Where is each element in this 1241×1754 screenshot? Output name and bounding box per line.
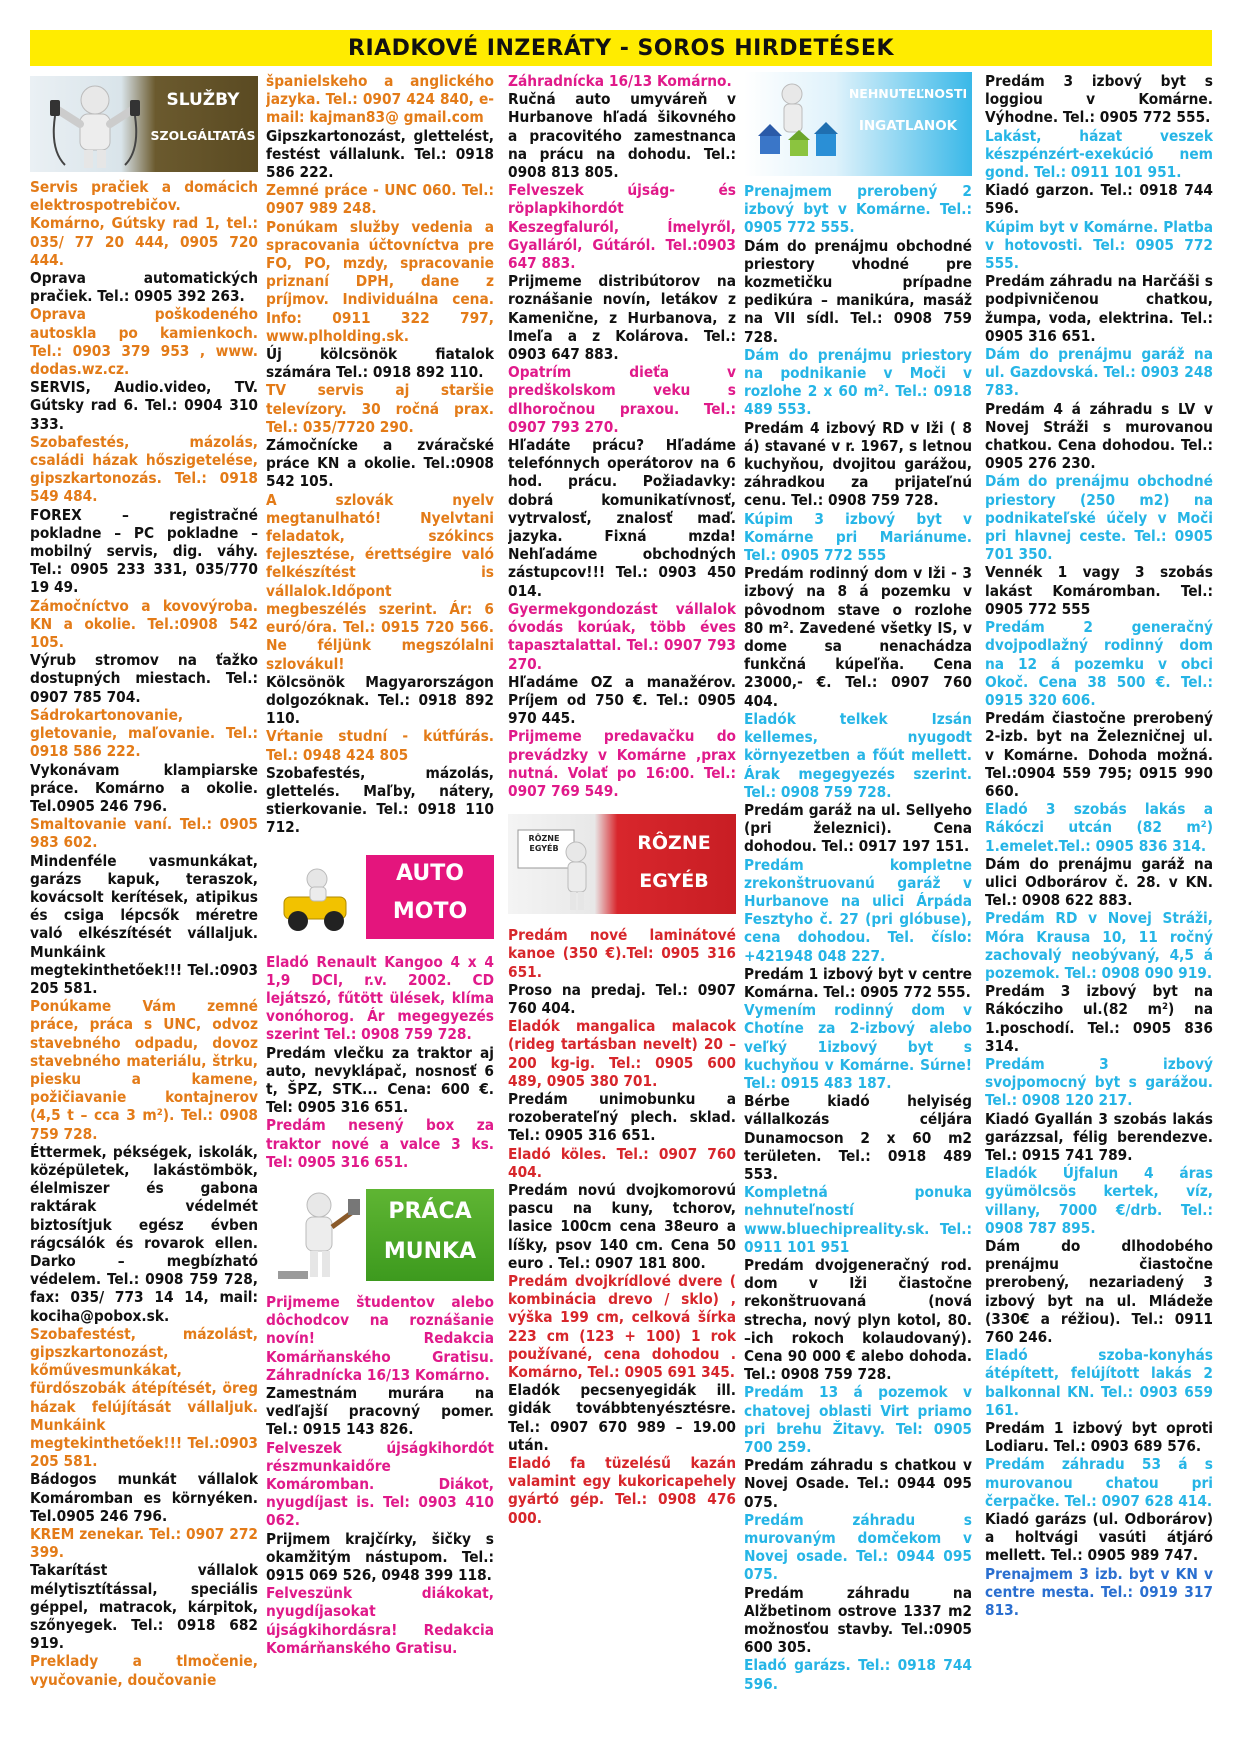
ad-item: Oprava automatických pračiek. Tel.: 0905 392 263. [30,269,258,306]
section-title-sk: PRÁCA [388,1198,472,1224]
ad-item: Predám garáž na ul. Sellyeho (pri železnici). Cena dohodou. Tel.: 0917 197 151. [744,800,972,856]
ad-item: Prenajmem prerobený 2 izbový byt v Komárne. Tel.: 0905 772 555. [744,182,972,237]
worker-figure-icon [274,1187,364,1283]
ad-item: Predám čiastočne prerobený 2-izb. byt na Železničnej ul. v Komárne. Dohoda možná. Tel.:0904 559 795; 0915 990 660. [985,709,1213,800]
ad-item: Felveszünk diákokat, nyugdíjasokat újságkihordásra! Redakcia Komárňanského Gratisu. [266,1584,494,1657]
ad-item: Gyermekgondozást vállalok óvodás korúak, több éves tapasztalattal. Tel.: 0907 793 270. [508,599,736,673]
ad-item: Predám záhradu s murovaným domčekom v Novej osade. Tel.: 0944 095 075. [744,1510,972,1584]
ad-item: Predám novú dvojkomorovú pascu na kuny, tchorov, lasice 100cm cena 38euro a líšky, psov 140 cm. Cena 50 euro . Tel.: 0907 181 800. [508,1180,736,1272]
ad-item: Kiadó garzon. Tel.: 0918 744 596. [985,181,1213,218]
ad-item: Prijmeme predavačku do prevádzky v Komárne ,prax nutná. Volať po 16:00. Tel.: 0907 769 549. [508,727,736,800]
ad-item: Kiadó garázs (ul. Odborárov) a holtvági vasúti átjáró mellett. Tel.: 0905 989 747. [985,1510,1213,1565]
ad-item: Ponúkame Vám zemné práce, práca s UNC, odvoz stavebného odpadu, dovoz stavebného materiálu, štrku, piesku a kamene, požičiavanie kontajnerov (4,5 t – cca 3 m²). Tel.: 0908 759 728. [30,997,258,1143]
ads-list-sluzby [30,178,258,1689]
ad-item: Dám do dlhodobého prenájmu čiastočne prerobený, nezariadený 3 izbový byt na ul. Mládeže (330€ a réžiou). Tel.: 0911 760 246. [985,1237,1213,1347]
ad-item: Eladó Renault Kangoo 4 x 4 1,9 DCI, r.v. 2002. CD lejátszó, fűtött ülések, klíma vonóhorog. Ár megegyezés szerint Tel.: 0908 759 728. [266,952,494,1044]
ad-item: Predám 3 izbový svojpomocný byt s garážou. Tel.: 0908 120 217. [985,1054,1213,1110]
ad-item: Záhradnícka 16/13 Komárno. [508,72,732,90]
ad-item: Predám 13 á pozemok v chatovej oblasti Virt priamo pri brehu Žitavy. Tel: 0905 700 259. [744,1383,972,1457]
ad-item: Dám do prenájmu garáž na ul. Gazdovská. Tel.: 0903 248 783. [985,345,1213,400]
ad-item: Vymením rodinný dom v Chotíne za 2-izbový alebo veľký 1izbový byt s kuchyňou v Komárne. Súrne! Tel.: 0915 483 187. [744,1001,972,1092]
ad-item: Predám dvojkrídlové dvere ( kombinácia drevo / sklo) , výška 199 cm, celková šírka 223 cm (123 + 100) 1 rok používané, cena dohodou . Komárno, Tel.: 0905 691 345. [508,1271,736,1381]
ad-item: Eladó fa tüzelésű kazán valamint egy kukoricapehely gyártó gép. Tel.: 0908 476 000. [508,1454,736,1527]
ad-item: Opatrím dieťa v predškolskom veku s dlhoročnou praxou. Tel.: 0907 793 270. [508,363,736,436]
ad-item: Kúpim byt v Komárne. Platba v hotovosti. Tel.: 0905 772 555. [985,217,1213,273]
ad-item: Szobafestést, mázolást, gipszkartonozást, kőművesmunkákat, fürdőszobák átépítését, öreg házak felújítását vállaljuk. Munkáink megtekinthetőek!!! Tel.:0903 205 581. [30,1324,258,1471]
ad-item: Zamestnám murára na vedľajší pracovný pomer. Tel.: 0915 143 826. [266,1383,494,1439]
ad-item: Predám 1 izbový byt oproti Lodiaru. Tel.: 0903 689 576. [985,1419,1213,1456]
ad-item: TV servis aj staršie televízory. 30 ročná prax. Tel.: 035/7720 290. [266,381,494,436]
ad-item: Predám unimobunku a rozoberateľný plech. sklad. Tel.: 0905 316 651. [508,1089,736,1145]
ad-item: Preklady a tlmočenie, vyučovanie, doučovanie [30,1652,258,1689]
ad-item: Dám do prenájmu obchodné priestory vhodné pre kozmetičku prípadne pedikúra – manikúra, masáž na VII sídl. Tel.: 0908 759 728. [744,236,972,346]
ad-item: Predám 4 á záhradu s LV v Novej Stráži s murovanou chatkou. Cena dohodou. Tel.: 0905 276 230. [985,399,1213,473]
ad-item: Szobafestés, mázolás, családi házak hőszigetelése, gipszkartonozás. Tel.: 0918 549 484. [30,432,258,506]
ad-item: Predám RD v Novej Stráži, Móra Krausa 10, 11 ročný zachovalý neobývaný, 4,5 á pozemok. Tel.: 0908 090 919. [985,909,1213,982]
column-3 [508,72,736,1748]
ad-item: Hľadáme OZ a manažérov. Príjem od 750 €. Tel.: 0905 970 445. [508,672,736,728]
section-title-sk: AUTO [396,860,464,886]
ad-item: Dám do prenájmu garáž na ulici Odborárov č. 28. v KN. Tel.: 0908 622 883. [985,854,1213,910]
section-title-sk: SLUŽBY [166,90,240,110]
page-banner [30,30,1212,66]
section-title-hu: MUNKA [383,1238,477,1264]
ad-item: Gipszkartonozást, glettelést, festést vállalunk. Tel.: 0918 586 222. [266,126,494,182]
section-title-hu: EGYÉB [639,870,709,893]
ad-item: Új kölcsönök fiatalok számára Tel.: 0918 892 110. [266,345,494,382]
section-title-hu: SZOLGÁLTATÁS [150,128,256,143]
ad-item: Dám do prenájmu obchodné priestory (250 m2) na podnikateľské účely v Moči pri hlavnej ceste. Tel.: 0905 701 350. [985,472,1213,564]
ad-item: Zemné práce - UNC 060. Tel.: 0907 989 248. [266,181,494,218]
ads-list-sluzby-cont [266,72,494,837]
ad-item: Prijmeme študentov alebo dôchodcov na roznášanie novín! Redakcia Komárňanského Gratisu. Záhradnícka 16/13 Komárno. [266,1292,494,1384]
ad-item: Ručná auto umyváreň v Hurbanove hľadá šikovného a pracovitého zamestnanca na prácu na dohodu. Tel.: 0908 813 805. [508,90,736,182]
ad-item: Servis pračiek a domácich elektrospotrebičov. Komárno, Gútsky rad 1, tel.: 035/ 77 20 444, 0905 720 444. [30,178,258,269]
ad-item: Eladó garázs. Tel.: 0918 744 596. [744,1656,972,1693]
section-title-hu: INGATLANOK [858,118,958,134]
car-figure-icon [272,857,364,937]
ad-item: Oprava poškodeného autoskla po kamienkoch. Tel.: 0903 379 953 , www. dodas.wz.cz. [30,305,258,379]
ad-item: Výrub stromov na ťažko dostupných miestach. Tel.: 0907 785 704. [30,651,258,706]
ad-item: Dám do prenájmu priestory na podnikanie v Moči v rozlohe 2 x 60 m². Tel.: 0918 489 553. [744,345,972,419]
sign-text: RÔZNE EGYÉB [528,834,560,854]
ad-item: Szobafestés, mázolás, glettelés. Maľby, nátery, stierkovanie. Tel.: 0918 110 712. [266,763,494,837]
ad-item: Eladó szoba-konyhás átépített, felújított lakás 2 balkonnal KN. Tel.: 0903 659 161. [985,1346,1213,1419]
ad-item: Felveszek újságkihordót részmunkaidőre Komáromban. Diákot, nyugdíjast is. Tel: 0903 410 062. [266,1438,494,1530]
ad-item: Predám záhradu s chatkou v Novej Osade. Tel.: 0944 095 075. [744,1456,972,1511]
section-header-auto [266,847,494,947]
ad-item: FOREX – registračné pokladne – PC pokladne – mobilný servis, dig. váhy. Tel.: 0905 233 331, 035/770 19 49. [30,505,258,597]
ads-list-nehnutelnosti-cont [985,72,1213,1619]
ad-item: Eladók Újfalun 4 áras gyümölcsös kertek, víz, villany, 7000 €/drb. Tel.: 0908 787 895. [985,1164,1213,1237]
ad-item: Eladó köles. Tel.: 0907 760 404. [508,1144,736,1181]
ad-item: Predám 3 izbový byt s loggiou v Komárne. Výhodne. Tel.: 0905 772 555. [985,72,1213,127]
ad-item: SERVIS, Audio.video, TV. Gútsky rad 6. Tel.: 0904 310 333. [30,378,258,433]
section-header-nehnutelnosti [744,72,972,176]
ad-item: Predám 2 generačný dvojpodlažný rodinný dom na 12 á pozemku v obci Okoč. Cena 38 500 €. Tel.: 0915 320 606. [985,618,1213,709]
ad-item: Vennék 1 vagy 3 szobás lakást Komáromban. Tel.: 0905 772 555 [985,563,1213,618]
house-figure-icon [750,76,846,172]
ad-item: Vykonávam klampiarske práce. Komárno a okolie. Tel.0905 246 796. [30,760,258,815]
ad-item: Bérbe kiadó helyiség vállalkozás céljára Dunamocson 2 x 60 m2 területen. Tel.: 0918 489 553. [744,1092,972,1183]
ads-list-praca-cont [508,72,736,800]
ad-item: Éttermek, pékségek, iskolák, középületek, lakástömbök, élelmiszer és gabona raktárak védelmét biztosítjuk egész évben rágcsálók és rovarok ellen. Darko – megbízható védelem. Tel.: 0908 759 728, fax: 035/ 773 14 14, mail: kociha@pobox.sk. [30,1142,258,1325]
ad-item: Eladók pecsenyegidák ill. gidák továbbtenyésztésre. Tel.: 0907 670 989 – 19.00 után. [508,1381,736,1454]
column-1 [30,72,258,1748]
ad-item: Eladó 3 szobás lakás a Rákóczi utcán (82 m²) 1.emelet.Tel.: 0905 836 314. [985,800,1213,855]
ad-item: KREM zenekar. Tel.: 0907 272 399. [30,1525,258,1562]
ads-list-auto [266,953,494,1171]
ad-item: Sádrokartonovanie, gletovanie, maľovanie. Tel.: 0918 586 222. [30,705,258,761]
ad-item: Lakást, házat veszek készpénzért-exekúció nem gond. Tel.: 0911 101 951. [985,126,1213,182]
ad-item: Predám rodinný dom v Iži - 3 izbový na 8 á pozemku v pôvodnom stave o rozlohe 80 m². Zavedené všetky IS, v dome sa nenachádza funkčná kúpeľňa. Cena 23000,- €. Tel.: 0907 760 404. [744,564,972,710]
ad-item: Predám kompletne zrekonštruovanú garáž v Hurbanove na ulici Árpáda Fesztyho č. 27 (pri glóbuse), cena dohodou. Tel. číslo: +421948 048 227. [744,855,972,965]
ads-list-nehnutelnosti [744,182,972,1693]
ad-item: A szlovák nyelv megtanulható! Nyelvtani feladatok, szókincs fejlesztése, érettségire való felkészítést is vállalok.Időpont megbeszélés szerint. Ár: 6 euró/óra. Tel.: 0915 720 566. Ne féljünk megszólalni szlovákul! [266,490,494,673]
column-2 [266,72,494,1748]
section-header-rozne [508,808,736,920]
ad-item: Hľadáte prácu? Hľadáme telefónnych operátorov na 6 hod. prácu. Požiadavky: dobrá komunikatívnosť, vytrvalosť, znalosť maď. jazyka. Fixná mzda! Nehľadáme obchodných zástupcov!!! Tel.: 0903 450 014. [508,436,736,600]
ad-item: španielskeho a anglického jazyka. Tel.: 0907 424 840, e-mail: kajman83@ gmail.com [266,72,494,127]
ad-item: Mindenféle vasmunkákat, garázs kapuk, teraszok, kovácsolt kerítések, atipikus és csiga lépcsők méretre való elkészítését vállaljuk. Munkáink megtekinthetőek!!! Tel.:0903 205 581. [30,851,258,997]
ad-item: Eladók mangalica malacok (rideg tartásban nevelt) 20 – 200 kg-ig. Tel.: 0905 600 489, 0905 380 701. [508,1017,736,1090]
ad-item: Predám záhradu na Harčáši s podpivničenou chatkou, žumpa, voda, elektrina. Tel.: 0905 316 651. [985,272,1213,345]
ad-item: Bádogos munkát vállalok Komáromban es környéken. Tel.0905 246 796. [30,1470,258,1525]
ad-item: Kompletná ponuka nehnuteľností www.bluechipreality.sk. Tel.: 0911 101 951 [744,1183,972,1256]
ad-item: Predám vlečku za traktor aj auto, nevyklápač, nosnosť 6 t, ŠPZ, STK... Cena: 600 €. Tel: 0905 316 651. [266,1043,494,1117]
ad-item: Predám nesený box za traktor nové a valce 3 ks. Tel: 0905 316 651. [266,1116,494,1171]
ad-item: Prijmeme distribútorov na roznášanie novín, letákov z Kamenične, z Hurbanova, z Imeľa a z Kolárova. Tel.: 0903 647 883. [508,272,736,364]
section-title-hu: MOTO [392,898,468,924]
column-4 [744,72,972,1748]
ad-item: Predám 3 izbový byt na Rákócziho ul.(82 m²) na 1.poschodí. Tel.: 0905 836 314. [985,982,1213,1055]
ad-item: Kúpim 3 izbový byt v Komárne pri Mariánume. Tel.: 0905 772 555 [744,509,972,565]
ad-item: Zámočnícke a zváračské práce KN a okolie. Tel.:0908 542 105. [266,436,494,491]
ad-item: Ponúkam služby vedenia a spracovania účtovníctva pre FO, PO, mzdy, spracovanie priznaní DPH, dane z príjmov. Individuálna cena. Info: 0911 322 797, www.plholding.sk. [266,217,494,345]
section-header-sluzby [30,76,258,172]
ad-item: Prenajmem 3 izb. byt v KN v centre mesta. Tel.: 0919 317 813. [985,1564,1213,1620]
ad-item: Prijmem krajčírky, šičky s okamžitým nástupom. Tel.: 0915 069 526, 0948 399 118. [266,1529,494,1585]
section-header-praca [266,1183,494,1287]
ads-list-praca [266,1293,494,1657]
ad-item: Kiadó Gyallán 3 szobás lakás garázzsal, félig berendezve. Tel.: 0915 741 789. [985,1109,1213,1164]
ad-item: Predám dvojgeneračný rod. dom v Iži čiastočne rekonštruovaná (nová strecha, nový plyn kotol, 80. –ich rokoch kolaudovaný). Cena 90 000 € alebo dohoda. Tel.: 0908 759 728. [744,1255,972,1384]
ad-item: Takarítást vállalok mélytisztítással, speciális géppel, matracok, kárpitok, szőnyegek. Tel.: 0918 682 919. [30,1561,258,1653]
ad-item: Predám záhradu 53 á s murovanou chatou pri čerpačke. Tel.: 0907 628 414. [985,1455,1213,1510]
section-title-sk: RÔZNE [637,832,711,855]
person-phones-icon [40,80,150,170]
ad-item: Felveszek újság- és röplapkihordót Keszegfaluról, Ímelyről, Gyalláról, Gútáról. Tel.:0903 647 883. [508,181,736,273]
section-title-sk: NEHNUTEĽNOSTI [848,86,968,101]
ads-list-rozne [508,926,736,1527]
ad-item: Smaltovanie vaní. Tel.: 0905 983 602. [30,815,258,852]
banner-title: RIADKOVÉ INZERÁTY - SOROS HIRDETÉSEK [348,35,894,61]
ad-item: Predám 4 izbový RD v Iži ( 8 á) stavané v r. 1967, s letnou kuchyňou, dvojitou garážou, záhradkou za prijateľnú cenu. Tel.: 0908 759 728. [744,418,972,510]
ad-item: Kölcsönök Magyarországon dolgozóknak. Tel.: 0918 892 110. [266,672,494,728]
ad-item: Predám 1 izbový byt v centre Komárna. Tel.: 0905 772 555. [744,964,972,1001]
ad-item: Predám nové laminátové kanoe (350 €).Tel: 0905 316 651. [508,926,736,981]
ad-item: Proso na predaj. Tel.: 0907 760 404. [508,980,736,1017]
ad-item: Vŕtanie studní - kútfúrás. Tel.: 0948 424 805 [266,727,494,764]
ad-item: Predám záhradu na Alžbetinom ostrove 1337 m2 možnosťou stavby. Tel.:0905 600 305. [744,1583,972,1657]
ad-item: Eladók telkek Izsán kellemes, nyugodt környezetben a főút mellett. Árak megegyezés szerint. Tel.: 0908 759 728. [744,709,972,801]
column-5 [985,72,1213,1748]
ad-item: Zámočníctvo a kovovýroba. KN a okolie. Tel.:0908 542 105. [30,596,258,652]
